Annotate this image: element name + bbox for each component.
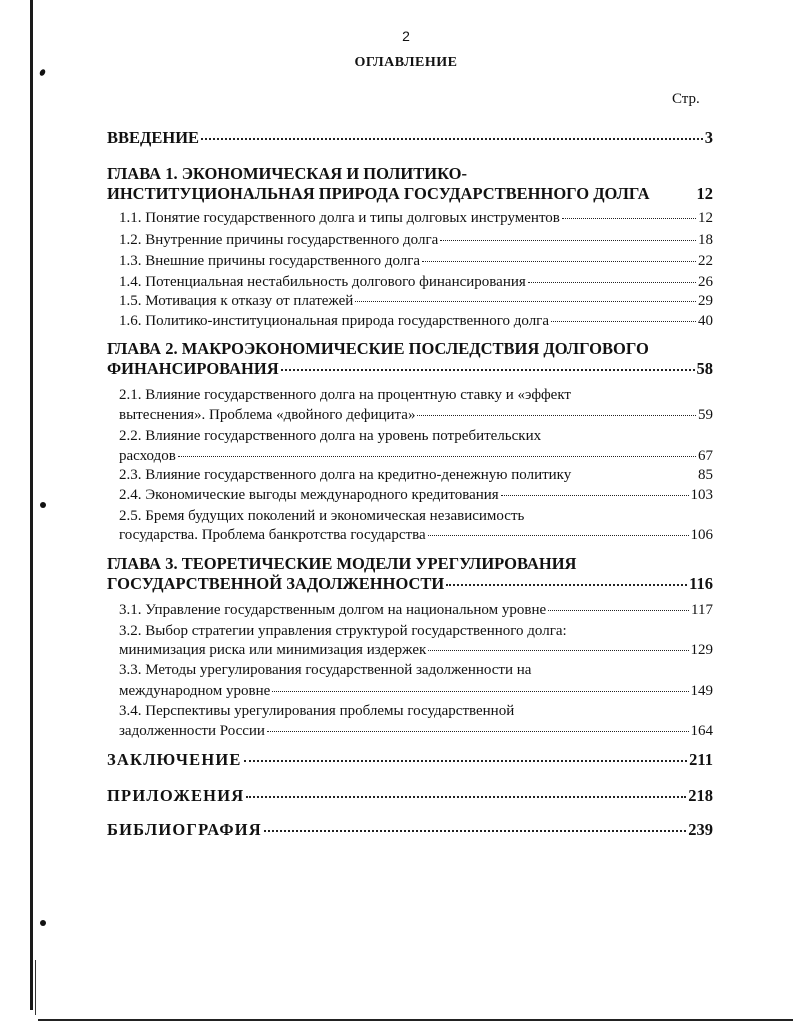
toc-entry-page: 149 xyxy=(690,683,713,699)
toc-section-2-5-title[interactable]: 2.5. Бремя будущих поколений и экономическая независимость xyxy=(119,508,525,524)
dot-leader xyxy=(446,584,687,586)
toc-section-1-4[interactable] xyxy=(119,274,713,291)
toc-section-3-4-title[interactable]: 3.4. Перспективы урегулирования проблемы государственной xyxy=(119,703,515,719)
page-column-label: Стр. xyxy=(672,91,700,107)
dot-leader xyxy=(178,456,696,457)
dot-leader xyxy=(428,535,689,536)
toc-entry-label: ГОСУДАРСТВЕННОЙ ЗАДОЛЖЕННОСТИ xyxy=(107,574,445,593)
dot-leader xyxy=(201,138,703,140)
toc-entry-introduction[interactable] xyxy=(107,128,713,148)
dot-leader xyxy=(264,830,686,832)
toc-section-3-2-title[interactable]: 3.2. Выбор стратегии управления структурой государственного долга: xyxy=(119,623,567,639)
toc-entry-page: 29 xyxy=(698,293,713,309)
toc-entry-page: 129 xyxy=(690,642,713,658)
toc-entry-label: международном уровне xyxy=(119,683,271,699)
toc-entry-label: 1.4. Потенциальная нестабильность долгового финансирования xyxy=(119,274,526,290)
toc-section-2-2[interactable] xyxy=(119,448,713,465)
toc-section-2-3[interactable] xyxy=(119,467,713,484)
toc-entry-bibliography[interactable] xyxy=(107,820,713,840)
toc-entry-page: 3 xyxy=(704,128,713,147)
toc-entry-label: 1.6. Политико-институциональная природа государственного долга xyxy=(119,313,549,329)
toc-entry-page: 40 xyxy=(698,313,713,329)
toc-entry-page: 239 xyxy=(688,820,713,839)
toc-section-3-3[interactable] xyxy=(119,683,713,700)
toc-entry-label: 2.3. Влияние государственного долга на кредитно-денежную политику xyxy=(119,467,572,483)
toc-section-1-3[interactable] xyxy=(119,253,713,270)
dot-leader xyxy=(267,731,689,732)
toc-chapter-3[interactable] xyxy=(107,574,713,594)
page-title: ОГЛАВЛЕНИЕ xyxy=(354,55,458,70)
toc-entry-page: 85 xyxy=(698,467,713,483)
toc-section-2-5[interactable] xyxy=(119,527,713,544)
toc-entry-page: 164 xyxy=(690,723,713,739)
toc-entry-label: 3.1. Управление государственным долгом на национальном уровне xyxy=(119,602,547,618)
toc-entry-page: 116 xyxy=(689,574,713,593)
toc-entry-appendix[interactable] xyxy=(107,786,713,806)
toc-entry-page: 18 xyxy=(698,232,713,248)
toc-section-1-5[interactable] xyxy=(119,293,713,310)
toc-entry-page: 117 xyxy=(691,602,713,618)
toc-entry-label: вытеснения». Проблема «двойного дефицита» xyxy=(119,407,416,423)
toc-section-3-1[interactable] xyxy=(119,602,713,619)
toc-chapter-2[interactable] xyxy=(107,359,713,379)
dot-leader xyxy=(422,261,696,262)
toc-entry-page: 67 xyxy=(698,448,713,464)
scan-speck xyxy=(40,502,46,508)
toc-chapter-3-title[interactable]: ГЛАВА 3. ТЕОРЕТИЧЕСКИЕ МОДЕЛИ УРЕГУЛИРОВАНИЯ xyxy=(107,554,577,573)
toc-section-3-4[interactable] xyxy=(119,723,713,740)
dot-leader xyxy=(548,610,689,611)
toc-entry-label: 1.1. Понятие государственного долга и типы долговых инструментов xyxy=(119,210,560,226)
dot-leader xyxy=(428,650,688,651)
toc-section-2-1-title[interactable]: 2.1. Влияние государственного долга на процентную ставку и «эффект xyxy=(119,387,571,403)
toc-entry-label: 2.4. Экономические выгоды международного кредитования xyxy=(119,487,499,503)
toc-entry-label: минимизация риска или минимизация издержек xyxy=(119,642,427,658)
dot-leader xyxy=(562,218,696,219)
dot-leader xyxy=(528,282,696,283)
toc-entry-label: 1.3. Внешние причины государственного долга xyxy=(119,253,421,269)
toc-entry-page: 22 xyxy=(698,253,713,269)
toc-section-3-2[interactable] xyxy=(119,642,713,659)
toc-entry-label: расходов xyxy=(119,448,176,464)
toc-entry-label: 1.2. Внутренние причины государственного долга xyxy=(119,232,439,248)
toc-entry-label: ВВЕДЕНИЕ xyxy=(107,128,200,147)
dot-leader xyxy=(246,796,686,798)
toc-entry-label: ЗАКЛЮЧЕНИЕ xyxy=(107,750,242,769)
toc-entry-label: ПРИЛОЖЕНИЯ xyxy=(107,786,245,805)
toc-entry-page: 12 xyxy=(698,210,713,226)
toc-section-3-3-title[interactable]: 3.3. Методы урегулирования государственной задолженности на xyxy=(119,662,532,678)
dot-leader xyxy=(281,369,695,371)
page-number: 2 xyxy=(402,28,410,44)
dot-leader xyxy=(501,495,689,496)
toc-section-1-1[interactable] xyxy=(119,210,713,227)
dot-leader xyxy=(355,301,696,302)
toc-entry-conclusion[interactable] xyxy=(107,750,713,770)
toc-entry-page: 58 xyxy=(696,359,713,378)
scan-bottom-line xyxy=(38,1019,793,1021)
toc-entry-page: 12 xyxy=(696,184,713,203)
toc-chapter-2-title[interactable]: ГЛАВА 2. МАКРОЭКОНОМИЧЕСКИЕ ПОСЛЕДСТВИЯ ДОЛГОВОГО xyxy=(107,339,649,358)
toc-chapter-1[interactable] xyxy=(107,184,713,204)
dot-leader xyxy=(440,240,696,241)
toc-chapter-1-title[interactable]: ГЛАВА 1. ЭКОНОМИЧЕСКАЯ И ПОЛИТИКО- xyxy=(107,164,467,183)
toc-section-1-2[interactable] xyxy=(119,232,713,249)
dot-leader xyxy=(272,691,688,692)
toc-entry-label: ИНСТИТУЦИОНАЛЬНАЯ ПРИРОДА ГОСУДАРСТВЕННОГО ДОЛГА xyxy=(107,184,650,203)
toc-section-1-6[interactable] xyxy=(119,313,713,330)
toc-entry-page: 218 xyxy=(688,786,713,805)
toc-entry-page: 211 xyxy=(689,750,713,769)
toc-section-2-2-title[interactable]: 2.2. Влияние государственного долга на уровень потребительских xyxy=(119,428,542,444)
dot-leader xyxy=(417,415,696,416)
toc-entry-page: 106 xyxy=(690,527,713,543)
scan-speck xyxy=(40,920,46,926)
toc-entry-page: 103 xyxy=(690,487,713,503)
dot-leader xyxy=(551,321,696,322)
toc-entry-label: государства. Проблема банкротства государства xyxy=(119,527,426,543)
toc-entry-label: ФИНАНСИРОВАНИЯ xyxy=(107,359,279,378)
dot-leader xyxy=(244,760,688,762)
toc-section-2-1[interactable] xyxy=(119,407,713,424)
toc-entry-label: 1.5. Мотивация к отказу от платежей xyxy=(119,293,354,309)
toc-entry-page: 26 xyxy=(698,274,713,290)
toc-entry-label: БИБЛИОГРАФИЯ xyxy=(107,820,262,839)
toc-entry-label: задолженности России xyxy=(119,723,265,739)
toc-section-2-4[interactable] xyxy=(119,487,713,504)
scan-margin-line xyxy=(30,0,33,1010)
scan-margin-line-thin xyxy=(35,960,36,1015)
toc-entry-page: 59 xyxy=(698,407,713,423)
